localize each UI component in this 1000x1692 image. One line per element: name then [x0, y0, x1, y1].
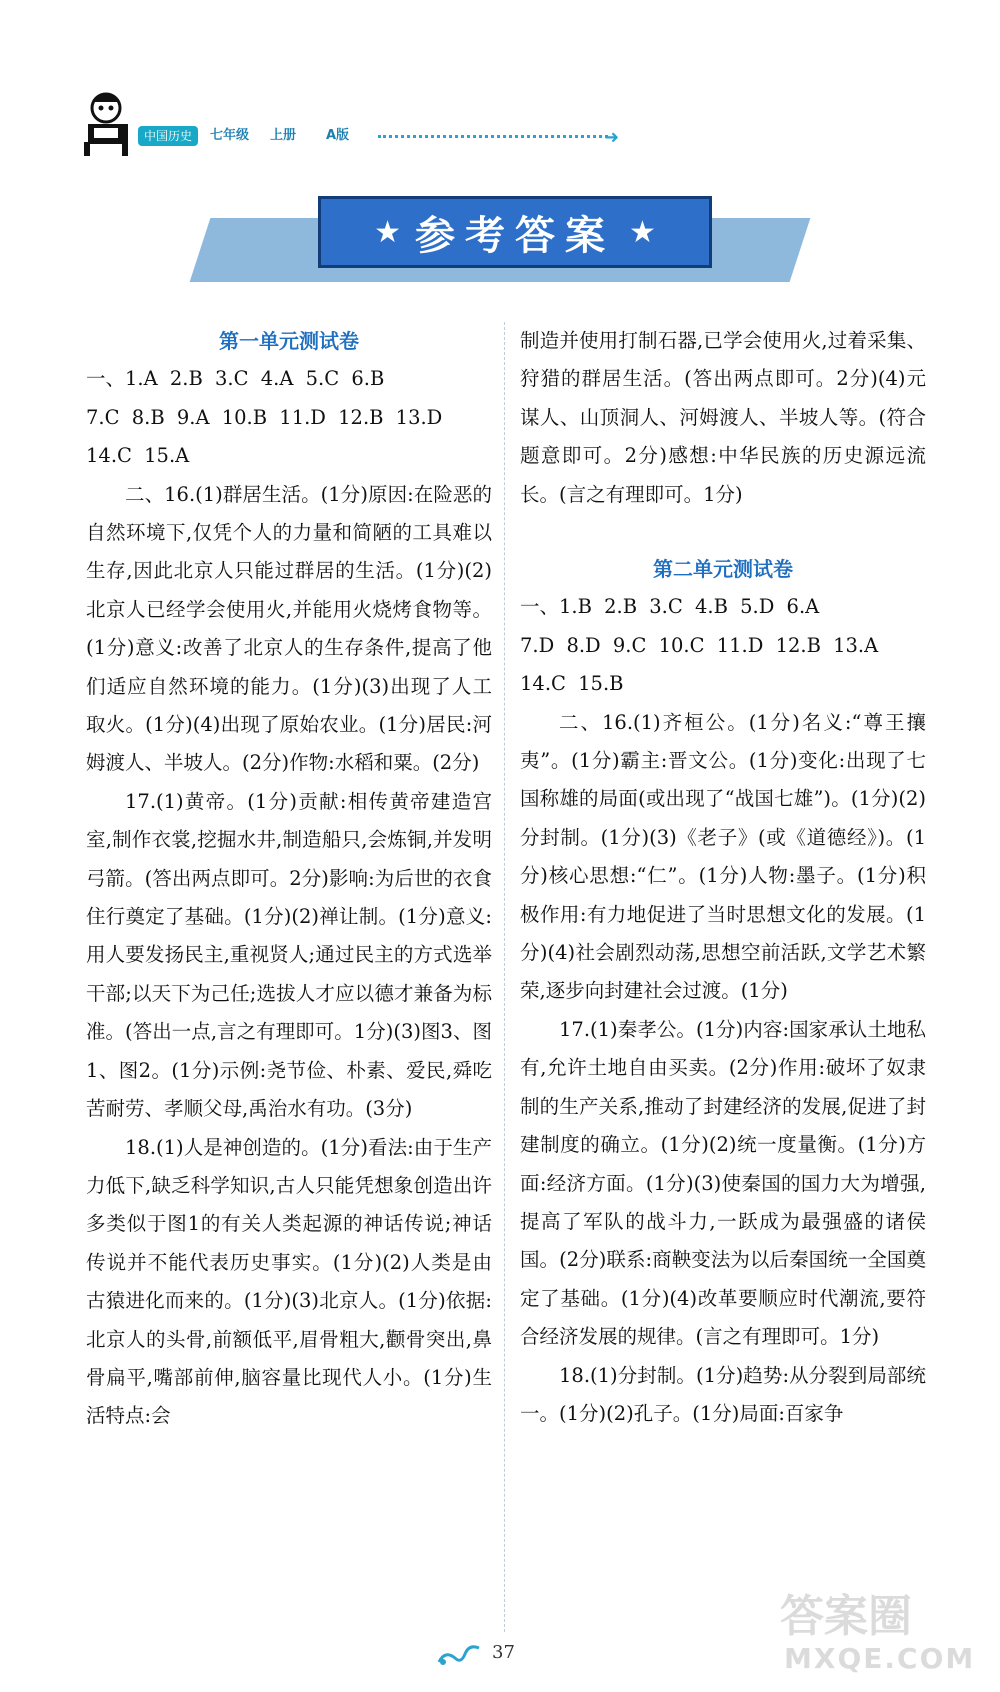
swirl-decoration-icon: [435, 1640, 483, 1670]
volume-label: 上册: [270, 128, 297, 143]
section-gap: [520, 514, 926, 550]
unit2-mc-line: 14.C 15.B: [520, 672, 624, 696]
watermark-logo: [780, 1580, 980, 1680]
watermark-url: MXQE.COM: [784, 1642, 976, 1675]
grade-label: 七年级: [210, 128, 250, 143]
unit2-q16: 二、16.(1)齐桓公。(1分)名义:“尊王攘夷”。(1分)霸主:晋文公。(1分)变化:出现了七国称雄的局面(或出现了“战国七雄”)。(1分)(2)分封制。(1分)(3)《老子》(或《道德经》)。(1分)核心思想:“仁”。(1分)人物:墨子。(1分)积极作用:有力地促进了当时思想文化的发展。(1分)(4)社会剧烈动荡,思想空前活跃,文学艺术繁荣,逐步向封建社会过渡。(1分): [520, 710, 926, 1003]
subject-tag: 中国历史: [138, 126, 198, 146]
watermark-text: 答案圈: [780, 1591, 912, 1642]
edition-label: A版: [326, 128, 350, 143]
unit1-mc-line: 14.C 15.A: [86, 444, 190, 468]
star-icon: ★: [374, 214, 401, 250]
unit2-mc-line: 7.D 8.D 9.C 10.C 11.D 12.B 13.A: [520, 633, 879, 657]
column-divider: [504, 322, 506, 1632]
left-column: [86, 322, 492, 1436]
unit1-title: 第一单元测试卷: [219, 329, 359, 353]
unit2-mc-line: 一、1.B 2.B 3.C 4.B 5.D 6.A: [520, 595, 820, 619]
unit1-q18-continued: 制造并使用打制石器,已学会使用火,过着采集、狩猎的群居生活。(答出两点即可。2分)(4)元谋人、山顶洞人、河姆渡人、半坡人等。(符合题意即可。2分)感想:中华民族的历史源远流长。(言之有理即可。1分): [520, 329, 926, 506]
answer-banner: [318, 196, 712, 268]
unit1-mc-line: 一、1.A 2.B 3.C 4.A 5.C 6.B: [86, 367, 385, 391]
header-dotted-line: [378, 135, 608, 138]
banner-title: 参考答案: [415, 212, 615, 259]
unit2-q18: 18.(1)分封制。(1分)趋势:从分裂到局部统一。(1分)(2)孔子。(1分)局面:百家争: [520, 1363, 926, 1425]
unit1-q17: 17.(1)黄帝。(1分)贡献:相传黄帝建造宫室,制作衣裳,挖掘水井,制造船只,会炼铜,并发明弓箭。(答出两点即可。2分)影响:为后世的衣食住行奠定了基础。(1分)(2)禅让制。(1分)意义:用人要发扬民主,重视贤人;通过民主的方式选举干部;以天下为己任;选拔人才应以德才兼备为标准。(答出一点,言之有理即可。1分)(3)图3、图1、图2。(1分)示例:尧节俭、朴素、爱民,舜吃苦耐劳、孝顺父母,禹治水有功。(3分): [86, 789, 492, 1121]
page-header: [80, 88, 680, 168]
star-icon: ★: [629, 214, 656, 250]
right-column: [520, 322, 926, 1433]
unit2-title: 第二单元测试卷: [653, 557, 793, 582]
unit1-q16: 二、16.(1)群居生活。(1分)原因:在险恶的自然环境下,仅凭个人的力量和简陋的工具难以生存,因此北京人只能过群居的生活。(1分)(2)北京人已经学会使用火,并能用火烧烤食物等。(1分)意义:改善了北京人的生存条件,提高了他们适应自然环境的能力。(1分)(3)出现了人工取火。(1分)(4)出现了原始农业。(1分)居民:河姆渡人、半坡人。(2分)作物:水稻和粟。(2分): [86, 482, 492, 775]
arrow-right-icon: ➜: [604, 127, 620, 148]
page-number: 37: [492, 1642, 515, 1663]
mascot-reading-icon: [80, 88, 144, 158]
unit2-q17: 17.(1)秦孝公。(1分)内容:国家承认土地私有,允许土地自由买卖。(2分)作用:破坏了奴隶制的生产关系,推动了封建经济的发展,促进了封建制度的确立。(1分)(2)统一度量衡。(1分)方面:经济方面。(1分)(3)使秦国的国力大为增强,提高了军队的战斗力,一跃成为最强盛的诸侯国。(2分)联系:商鞅变法为以后秦国统一全国奠定了基础。(1分)(4)改革要顺应时代潮流,要符合经济发展的规律。(言之有理即可。1分): [520, 1017, 926, 1349]
unit1-mc-line: 7.C 8.B 9.A 10.B 11.D 12.B 13.D: [86, 405, 443, 429]
unit1-q18: 18.(1)人是神创造的。(1分)看法:由于生产力低下,缺乏科学知识,古人只能凭想象创造出许多类似于图1的有关人类起源的神话传说;神话传说并不能代表历史事实。(1分)(2)人类是由古猿进化而来的。(1分)(3)北京人。(1分)依据:北京人的头骨,前额低平,眉骨粗大,颧骨突出,鼻骨扁平,嘴部前伸,脑容量比现代人小。(1分)生活特点:会: [86, 1135, 492, 1428]
